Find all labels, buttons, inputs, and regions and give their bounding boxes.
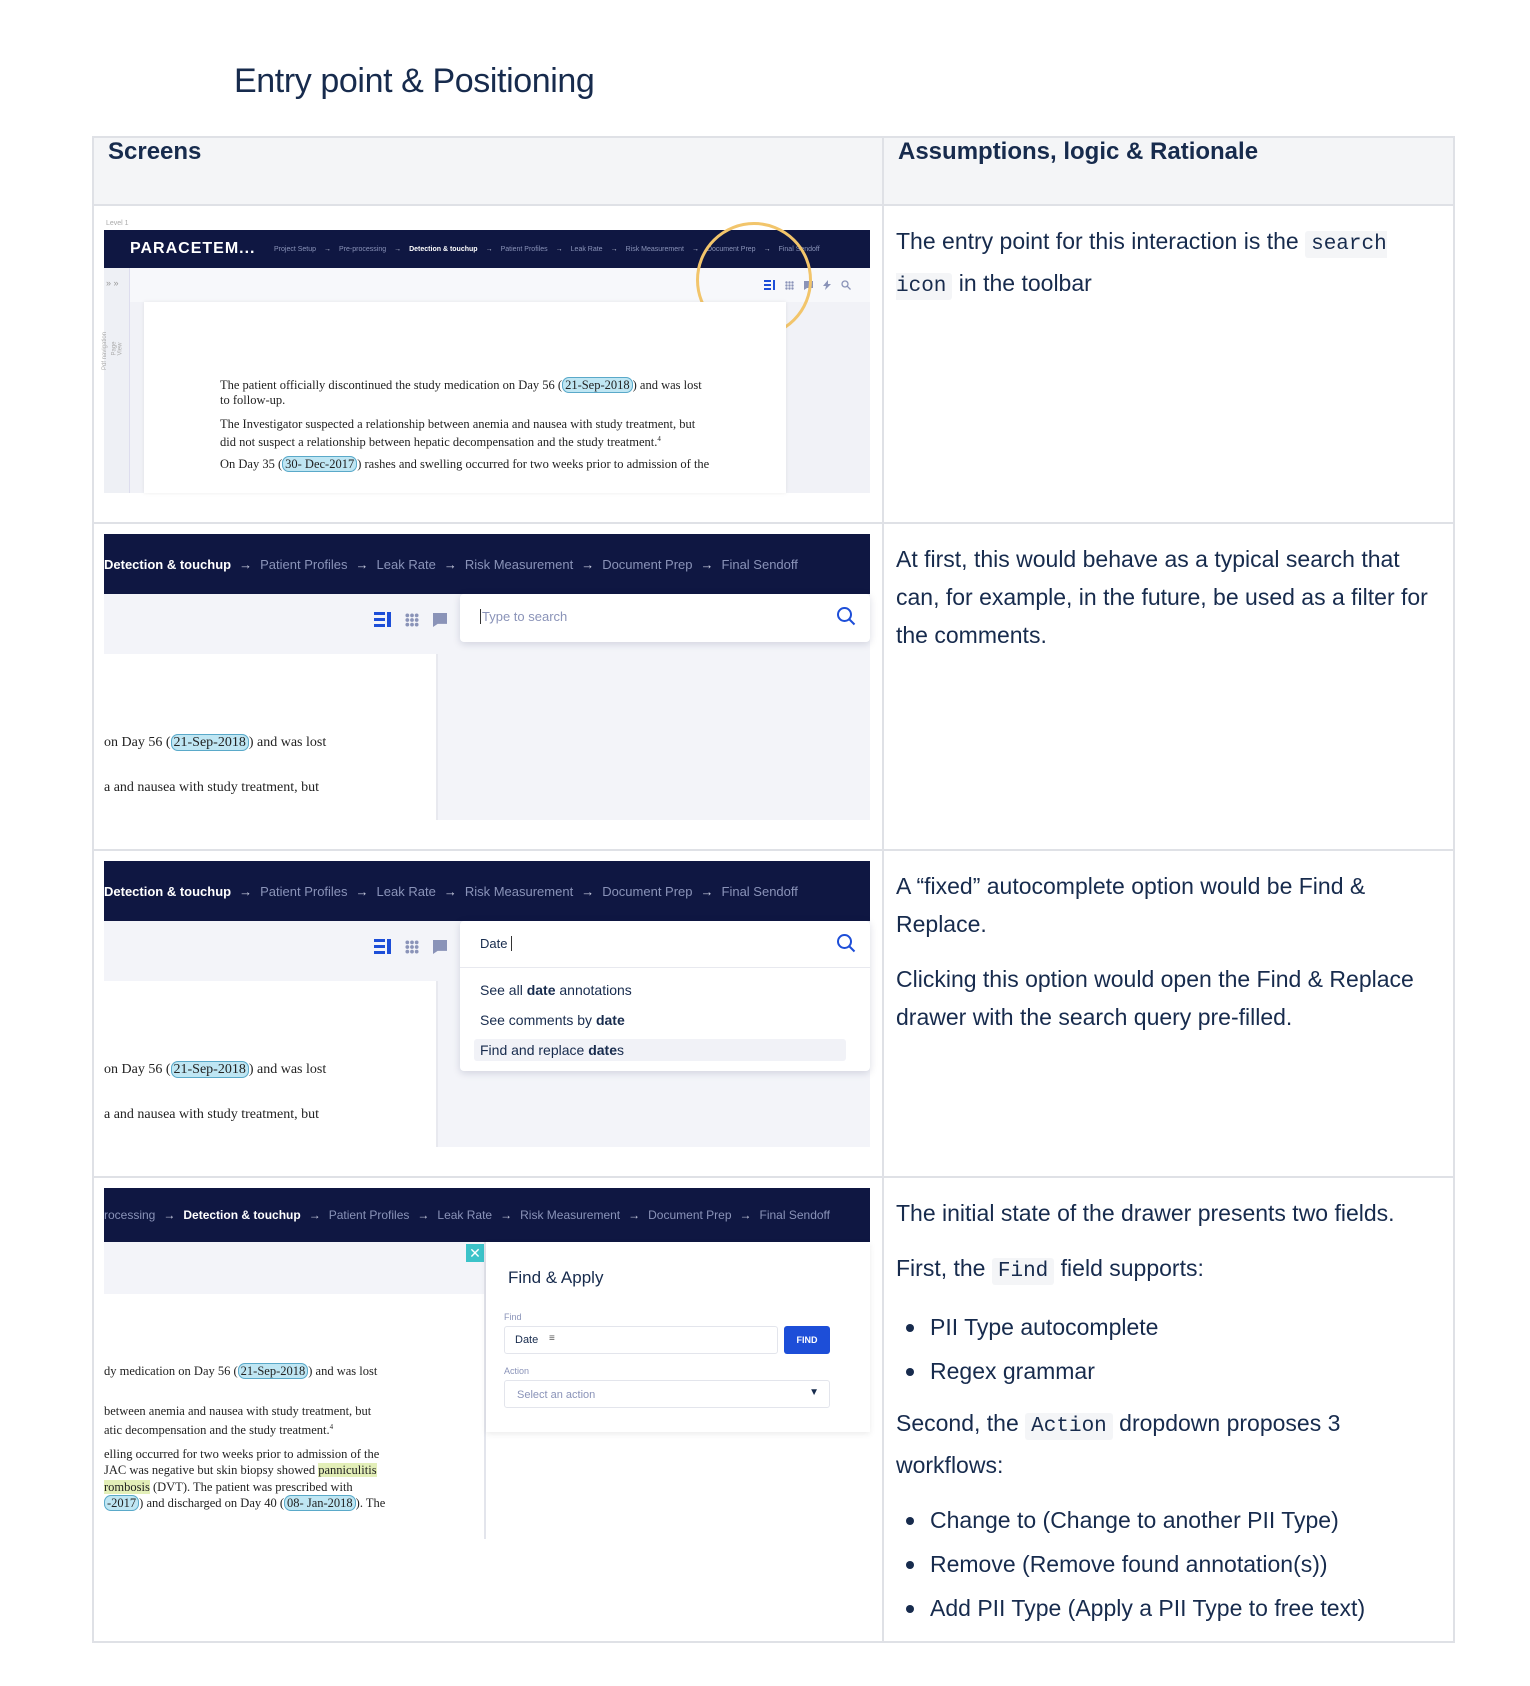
side-label: Pdf navigation (102, 331, 109, 371)
screen-cell-1 (93, 205, 883, 523)
crumb-step[interactable]: Document Prep (602, 556, 693, 572)
crumb-step[interactable]: Document Prep (706, 245, 756, 253)
crumb-step[interactable]: Final Sendoff (778, 245, 820, 253)
date-annotation[interactable]: 30- Dec-2017 (282, 456, 357, 472)
breadcrumb: Detection & touchup → Patient Profiles → Leak Rate → Risk Measurement → Document Prep → Final Sendoff (104, 556, 798, 572)
crumb-step[interactable]: Leak Rate (376, 883, 436, 899)
pii-annotation[interactable]: rombosis (104, 1479, 150, 1494)
rationale-cell-2: At first, this would behave as a typical search that can, for example, in the future, be used as a filter for the comments. (883, 523, 1454, 850)
screen-cell-2 (93, 523, 883, 850)
find-label: Find (504, 1312, 522, 1322)
search-bar[interactable] (460, 594, 870, 642)
crumb-step[interactable]: Patient Profiles (500, 245, 548, 253)
find-field[interactable] (504, 1326, 778, 1354)
bolt-icon[interactable] (823, 280, 831, 290)
breadcrumb: rocessing → Detection & touchup → Patient Profiles → Leak Rate → Risk Measurement → Document Prep → Final Sendoff (104, 1208, 831, 1222)
action-placeholder: Select an action (517, 1389, 596, 1401)
crumb-step[interactable]: Final Sendoff (721, 556, 798, 572)
crumb-step[interactable]: Project Setup (274, 245, 317, 253)
chevron-down-icon[interactable]: ▼ (809, 1387, 819, 1398)
autocomplete-option-find-replace[interactable]: Find and replace dates (474, 1039, 846, 1061)
app-brand: PARACETEM... (130, 240, 256, 257)
crumb-step[interactable]: Leak Rate (570, 245, 603, 253)
level-label: Level 1 (106, 220, 129, 227)
search-icon[interactable] (836, 933, 856, 953)
crumb-step[interactable]: Document Prep (602, 883, 693, 899)
crumb-step[interactable]: Document Prep (648, 1208, 732, 1222)
crumb-step[interactable]: Leak Rate (376, 556, 436, 572)
toolbar (374, 939, 447, 954)
screenshot-find-apply-drawer: rocessing → Detection & touchup → Patient Profiles → Leak Rate → Risk Measurement → Document Prep → Final Sendoff ✕ Find & Apply Find Date ≡ FIND Action Select an action ▼ dy medication on Day 56 ( 21-Sep-2018 ) and was lost between anemia and nausea with study treatment, but atic decompensation and the study treatment.$^4$ elling occurred for two weeks prior to admission of the JAC was negative but skin biopsy showed panniculitis rombosis (DVT). The patient was prescribed with -2017 ) and discharged on Day 40 ( 08- Jan-2018 ). The (104, 1188, 870, 1539)
crumb-step[interactable]: Leak Rate (437, 1208, 493, 1222)
inline-code: Action (1025, 1413, 1113, 1440)
find-apply-drawer (486, 1242, 870, 1432)
crumb-step[interactable]: Risk Measurement (464, 556, 574, 572)
screen-cell-4 (93, 1177, 883, 1642)
list-icon[interactable] (374, 612, 391, 627)
grid-icon[interactable] (405, 940, 419, 954)
search-icon[interactable] (836, 606, 856, 626)
crumb-step[interactable]: Risk Measurement (464, 883, 574, 899)
header-assumptions: Assumptions, logic & Rationale (883, 137, 1454, 205)
side-label: Page View (111, 341, 124, 356)
crumb-step[interactable]: Pre-processing (339, 245, 387, 253)
list-item: Regex grammar (896, 1352, 1441, 1390)
screen-cell-3 (93, 850, 883, 1177)
list-item: PII Type autocomplete (896, 1308, 1441, 1346)
search-dropdown (460, 921, 870, 1071)
screenshot-search-open: Detection & touchup → Patient Profiles → Leak Rate → Risk Measurement → Document Prep → Final Sendoff Type to search on Day 56 ( 21-Sep-2018 ) and was lost a and nausea with study treatment, but (104, 534, 870, 820)
app-navbar (104, 1188, 870, 1242)
crumb-step-active[interactable]: Detection & touchup (104, 883, 232, 899)
grid-icon[interactable] (405, 613, 419, 627)
list-icon[interactable] (374, 939, 391, 954)
autocomplete-option[interactable]: See comments by date (480, 1012, 625, 1028)
list-item: Change to (Change to another PII Type) (896, 1501, 1441, 1539)
collapse-icon[interactable]: » » (106, 278, 119, 288)
chip-menu-icon: ≡ (549, 1333, 555, 1344)
app-navbar (104, 861, 870, 921)
inline-code: search icon (896, 233, 1387, 298)
rationale-cell-4: The initial state of the drawer presents two fields. First, the Find field supports: PII Type autocomplete Regex grammar Second, the Action dropdown proposes 3 workflows: Change to (Change to another PII Type) Remove (Remove found annotation(s)) Add PII Type (Apply a PII Type to free text) (883, 1177, 1454, 1642)
autocomplete-option[interactable]: See all date annotations (480, 982, 632, 998)
action-dropdown[interactable] (504, 1380, 830, 1408)
crumb-step-active[interactable]: Detection & touchup (183, 1208, 301, 1222)
rationale-table (92, 136, 1455, 1643)
search-icon[interactable] (841, 280, 851, 290)
screenshot-toolbar-entry (104, 216, 870, 493)
comment-icon[interactable] (433, 613, 447, 627)
rationale-cell-1: The entry point for this interaction is the search icon in the toolbar (883, 205, 1454, 523)
find-chip[interactable]: Date (515, 1334, 539, 1346)
breadcrumb: Detection & touchup → Patient Profiles → Leak Rate → Risk Measurement → Document Prep → Final Sendoff (104, 883, 798, 899)
date-annotation[interactable]: 21-Sep-2018 (171, 734, 249, 751)
page-title: Entry point & Positioning (234, 62, 595, 100)
breadcrumb: Project Setup → Pre-processing → Detection & touchup → Patient Profiles → Leak Rate → Risk Measurement → Document Prep → Final Sendoff (274, 245, 820, 253)
date-annotation[interactable]: 21-Sep-2018 (562, 377, 633, 393)
drawer-title: Find & Apply (508, 1268, 604, 1287)
list-item: Remove (Remove found annotation(s)) (896, 1545, 1441, 1583)
crumb-step[interactable]: Patient Profiles (328, 1208, 410, 1222)
crumb-step[interactable]: Risk Measurement (520, 1208, 621, 1222)
crumb-step[interactable]: Patient Profiles (260, 883, 348, 899)
inline-code: Find (992, 1258, 1054, 1285)
list-item: Add PII Type (Apply a PII Type to free text) (896, 1589, 1441, 1627)
crumb-step[interactable]: Final Sendoff (721, 883, 798, 899)
date-annotation[interactable]: -2017 (104, 1495, 139, 1511)
action-workflows-list (896, 1501, 1441, 1627)
date-annotation[interactable]: 21-Sep-2018 (238, 1363, 309, 1379)
search-input[interactable]: Type to search (482, 609, 568, 624)
find-capabilities-list (896, 1308, 1441, 1390)
crumb-step[interactable]: rocessing (104, 1208, 156, 1222)
pii-annotation[interactable]: panniculitis (318, 1463, 377, 1478)
toolbar (374, 612, 447, 627)
date-annotation[interactable]: 21-Sep-2018 (171, 1061, 249, 1078)
screenshot-autocomplete: Detection & touchup → Patient Profiles → Leak Rate → Risk Measurement → Document Prep → Final Sendoff Date See all date annotations See comments by date Find and replace dates on Day 56 ( 21-Sep-2018 ) and was lost a and nausea with study treatment, but (104, 861, 870, 1147)
crumb-step[interactable]: Patient Profiles (260, 556, 348, 572)
comment-icon[interactable] (433, 940, 447, 954)
crumb-step-active[interactable]: Detection & touchup (409, 245, 478, 253)
document-page: The patient officially discontinued the study medication on Day 56 ( 21-Sep-2018 ) and was lost to follow-up. The Investigator suspected a relationship between anemia and nausea with study treatment, but did not suspect a relationship between hepatic decompensation and the study treatment.$^4$ On Day 35 ( 30- Dec-2017 ) rashes and swelling occurred for two weeks prior to admission of the (144, 302, 786, 493)
close-icon[interactable]: ✕ (466, 1244, 484, 1262)
crumb-step[interactable]: Risk Measurement (625, 245, 684, 253)
crumb-step[interactable]: Final Sendoff (759, 1208, 831, 1222)
find-button[interactable]: FIND (784, 1326, 830, 1354)
rationale-cell-3: A “fixed” autocomplete option would be Find & Replace. Clicking this option would open the Find & Replace drawer with the search query pre-filled. (883, 850, 1454, 1177)
app-navbar (104, 534, 870, 594)
date-annotation[interactable]: 08- Jan-2018 (284, 1495, 356, 1511)
action-label: Action (504, 1366, 530, 1376)
header-screens: Screens (93, 137, 883, 205)
crumb-step-active[interactable]: Detection & touchup (104, 556, 232, 572)
search-input[interactable]: Date (480, 936, 512, 951)
